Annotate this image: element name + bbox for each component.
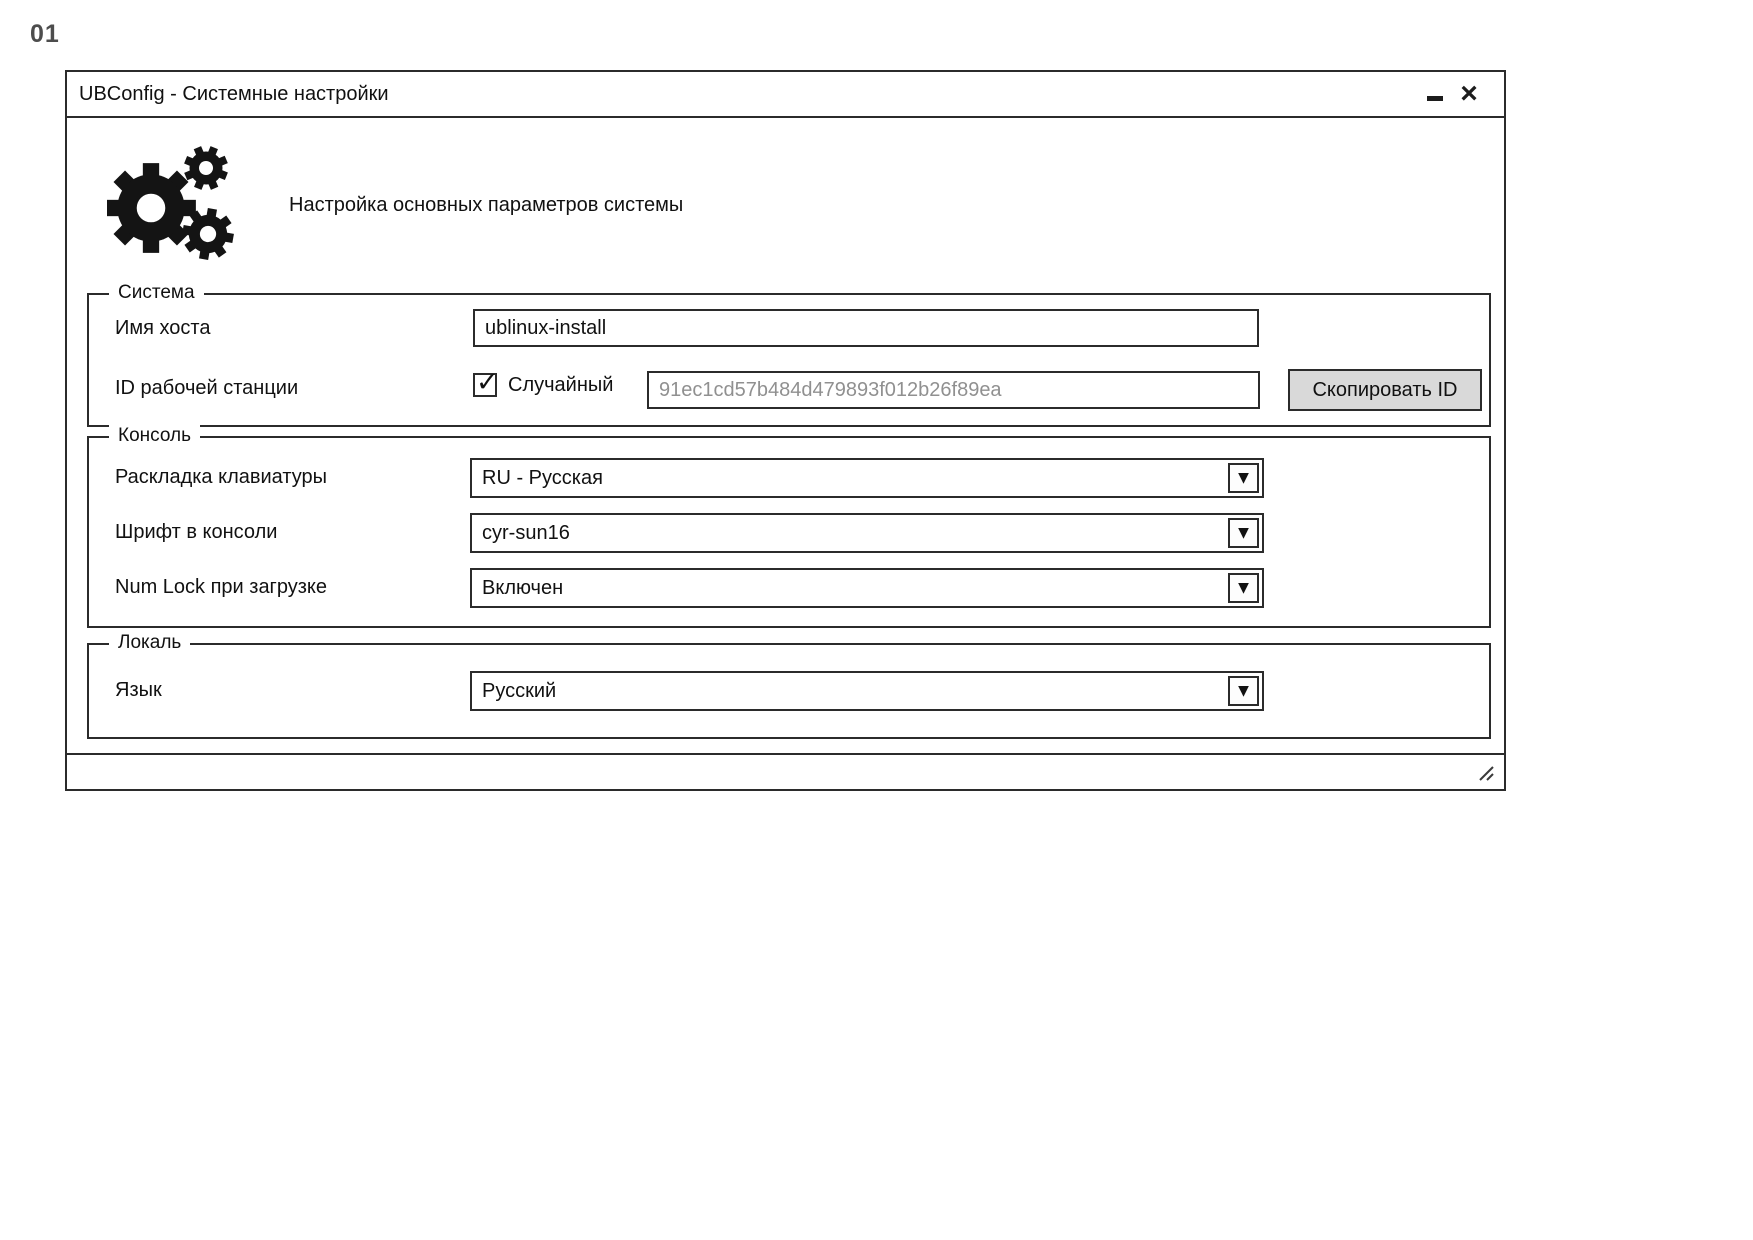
titlebar: [67, 72, 1504, 118]
numlock-value: Включен: [482, 576, 564, 599]
check-icon: ✓: [476, 367, 499, 398]
gears-icon: [107, 144, 239, 266]
checkbox-box: [473, 367, 499, 398]
close-button[interactable]: [1452, 77, 1486, 111]
numlock-select[interactable]: [470, 568, 1264, 608]
window-description: Настройка основных параметров системы: [289, 194, 684, 216]
group-console-legend: Консоль: [109, 425, 200, 447]
group-system: [87, 282, 1491, 427]
ubconfig-window: [65, 70, 1506, 791]
station-id-input: [647, 371, 1260, 409]
group-system-legend: Система: [109, 282, 204, 304]
dropdown-arrow-icon[interactable]: ▼: [1228, 463, 1259, 493]
language-value: Русский: [482, 679, 557, 702]
window-title: UBConfig - Системные настройки: [79, 82, 389, 105]
keyboard-layout-label: Раскладка клавиатуры: [115, 466, 328, 488]
status-bar: [67, 753, 1504, 789]
minimize-icon: [1427, 96, 1443, 101]
group-locale: [87, 632, 1491, 739]
console-font-select[interactable]: [470, 513, 1264, 553]
dropdown-arrow-icon[interactable]: ▼: [1228, 573, 1259, 603]
station-id-label: ID рабочей станции: [115, 377, 299, 399]
group-locale-legend: Локаль: [109, 632, 190, 654]
close-icon: ×: [1460, 77, 1478, 110]
language-label: Язык: [115, 679, 162, 701]
dropdown-arrow-icon[interactable]: ▼: [1228, 676, 1259, 706]
minimize-button[interactable]: [1418, 77, 1452, 111]
group-console: [87, 425, 1491, 628]
keyboard-layout-value: RU - Русская: [482, 466, 603, 489]
console-font-label: Шрифт в консоли: [115, 521, 278, 543]
dropdown-arrow-icon[interactable]: ▼: [1228, 518, 1259, 548]
hostname-label: Имя хоста: [115, 317, 211, 339]
window-body: [67, 118, 1504, 789]
console-font-value: cyr-sun16: [482, 521, 570, 544]
language-select[interactable]: [470, 671, 1264, 711]
keyboard-layout-select[interactable]: [470, 458, 1264, 498]
page-number: 01: [30, 20, 60, 48]
hostname-input[interactable]: [473, 309, 1259, 347]
random-id-checkbox-label: Случайный: [508, 373, 614, 396]
resize-grip-icon[interactable]: [1476, 763, 1496, 783]
copy-id-button[interactable]: Скопировать ID: [1288, 369, 1482, 411]
random-id-checkbox[interactable]: [473, 367, 614, 398]
numlock-label: Num Lock при загрузке: [115, 576, 328, 598]
